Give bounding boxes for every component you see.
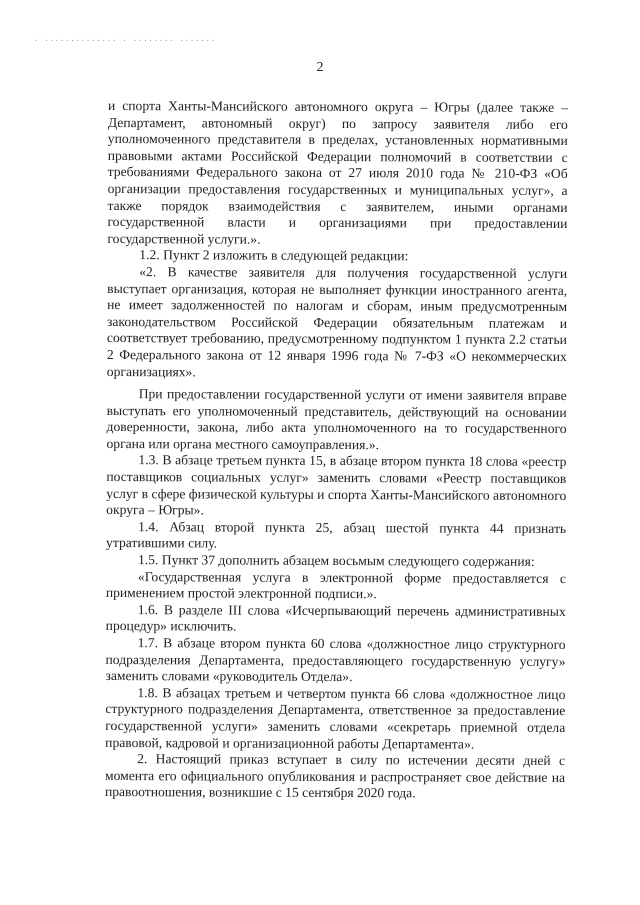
scan-artifact-marks: . .............. . ........ ....... [34,36,217,44]
paragraph-2: 2. Настоящий приказ вступает в силу по истечении десяти дней с момента его официального опубликования и распространяет свое действие на правоотношения, возникшие с 15 сентября 2020 года. [104,751,566,801]
paragraph-1-2: 1.2. Пункт 2 изложить в следующей редакции: [139,247,409,264]
paragraph-1-3: 1.3. В абзаце третьем пункта 15, в абзаце втором пункта 18 слова «реестр поставщиков социальных услуг» заменить словами «Реестр поставщиков услуг в сфере физической культуры и спорта Ханты-Мансийского автономного округа – Югры». [106,452,567,518]
paragraph-1-6: 1.6. В разделе III слова «Исчерпывающий перечень административных процедур» исключить. [105,601,566,634]
paragraph-1-5-quote: «Государственная услуга в электронной форме предоставляется с применением простой электронной подписи.». [105,568,566,602]
page-number: 2 [316,60,324,75]
document-body [105,98,568,803]
paragraph-clause-2: «2. В качестве заявителя для получения государственной услуги выступает организация, которая не выполняет функции иностранного агента, не имеет задолженностей по налогам и сборам, иным предусмотренным законодательством Российской Федерации обязательным платежам и соответствует требованию, предусмотренному подпунктом 1 пункта 2.2 статьи 2 Федерального закона от 12 января 1996 года № 7-ФЗ «О некоммерческих организациях». [106,264,568,379]
paragraph-1-8: 1.8. В абзацах третьем и четвертом пункта 66 слова «должностное лицо структурного подразделения Департамента, ответственное за предоставление государственной услуги» заменить словами «секретарь приемной отдела правовой, кадровой и организационной работы Департамента». [105,684,566,752]
paragraph-1-5: 1.5. Пункт 37 дополнить абзацем восьмым следующего содержания: [137,552,535,569]
paragraph-1-4: 1.4. Абзац второй пункта 25, абзац шестой пункта 44 признать утратившими силу. [106,518,567,551]
paragraph-1-7: 1.7. В абзаце втором пункта 60 слова «должностное лицо структурного подразделения Департамента, предоставляющего государственную услугу» заменить словами «руководитель Отдела». [105,635,566,685]
paragraph-representative: При предоставлении государственной услуги от имени заявителя вправе выступать его уполномоченный представитель, действующий на основании доверенности, закона, либо акта уполномоченного на то государственного органа или органа местного самоуправления.». [106,386,567,453]
paragraph-continuation: и спорта Ханты-Мансийского автономного округа – Югры (далее также – Департамент, автономный округ) по запросу заявителя либо его уполномоченного представителя в пределах, установленных нормативными правовыми актами Российской Федерации полномочий в соответствии с требованиями Федерального закона от 27 июля 2010 года № 210-ФЗ «Об организации предоставления государственных и муниципальных услуг», а также порядок взаимодействия с заявителем, иными органами государственной власти и организациями при предоставлении государственной услуги.». [107,98,568,247]
